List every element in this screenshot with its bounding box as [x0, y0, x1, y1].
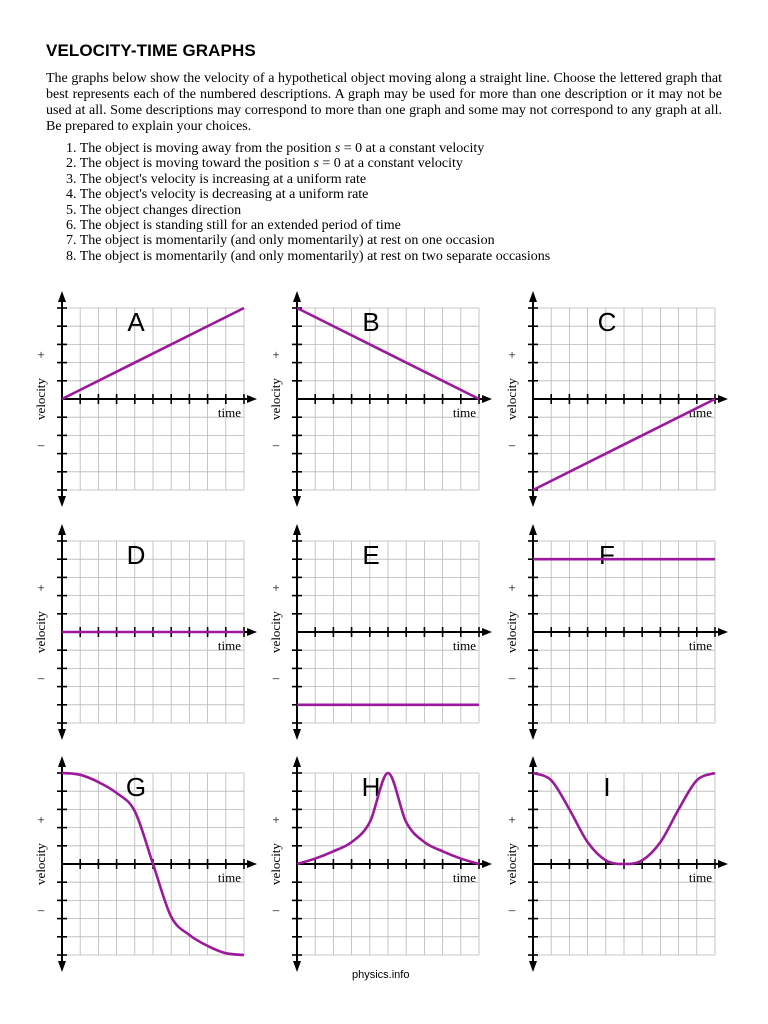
footer-credit: physics.info: [352, 969, 410, 981]
plus-sign: +: [272, 347, 280, 362]
y-axis-arrow-up: [58, 524, 66, 535]
x-axis-label: time: [688, 405, 712, 420]
x-axis-arrow: [718, 860, 728, 868]
y-axis-arrow-up: [293, 291, 301, 302]
description-pre: The object's velocity is decreasing at a uniform rate: [79, 187, 369, 203]
description-num: 6.: [66, 218, 80, 234]
graph-letter: I: [603, 772, 611, 802]
y-axis-label: velocity: [33, 378, 48, 420]
graph-letter: H: [361, 772, 381, 802]
plus-sign: +: [37, 347, 45, 362]
y-axis-arrow-up: [293, 524, 301, 535]
y-axis-label: velocity: [504, 611, 519, 653]
graph-letter: A: [127, 307, 145, 337]
minus-sign: –: [37, 902, 45, 917]
description-num: 1.: [66, 141, 80, 156]
description-num: 3.: [66, 171, 80, 187]
description-num: 2.: [66, 156, 80, 172]
plus-sign: +: [272, 580, 280, 595]
x-axis-arrow: [718, 628, 728, 636]
y-axis-arrow-down: [293, 961, 301, 972]
minus-sign: –: [508, 670, 516, 685]
description-post: = 0 at a constant velocity: [318, 156, 463, 172]
graph-letter: B: [362, 307, 380, 337]
graph-f: [504, 524, 728, 740]
graph-letter: F: [599, 540, 615, 570]
x-axis-label: time: [452, 638, 476, 653]
graph-letter: G: [125, 772, 147, 802]
x-axis-arrow: [718, 395, 728, 403]
x-axis-label: time: [217, 870, 241, 885]
x-axis-arrow: [482, 628, 492, 636]
plus-sign: +: [508, 812, 516, 827]
y-axis-arrow-up: [529, 524, 537, 535]
y-axis-label: velocity: [33, 611, 48, 653]
y-axis-arrow-down: [58, 961, 66, 972]
y-axis-arrow-up: [529, 291, 537, 302]
page-title: VELOCITY-TIME GRAPHS: [46, 41, 256, 60]
plus-sign: +: [508, 580, 516, 595]
x-axis-arrow: [247, 395, 257, 403]
plus-sign: +: [508, 347, 516, 362]
y-axis-label: velocity: [268, 378, 283, 420]
description-pre: The object is momentarily (and only momentarily) at rest on two separate occasions: [79, 248, 551, 264]
description-num: 4.: [66, 187, 80, 203]
description-variable: s: [313, 156, 319, 172]
minus-sign: –: [508, 902, 516, 917]
y-axis-arrow-down: [529, 961, 537, 972]
description-pre: The object is moving away from the position: [79, 141, 335, 156]
graph-g: [33, 756, 257, 972]
y-axis-label: velocity: [268, 611, 283, 653]
y-axis-label: velocity: [33, 843, 48, 885]
description-num: 7.: [66, 233, 80, 249]
y-axis-arrow-up: [58, 291, 66, 302]
description-pre: The object's velocity is increasing at a uniform rate: [79, 171, 367, 187]
graph-letter: C: [597, 307, 617, 337]
y-axis-label: velocity: [504, 843, 519, 885]
description-num: 5.: [66, 202, 80, 218]
minus-sign: –: [37, 670, 45, 685]
graph-d: [33, 524, 257, 740]
graph-letter: D: [126, 540, 146, 570]
minus-sign: –: [272, 437, 280, 452]
description-pre: The object is momentarily (and only momentarily) at rest on one occasion: [79, 233, 495, 249]
graph-letter: E: [362, 540, 380, 570]
y-axis-arrow-down: [293, 729, 301, 740]
description-variable: s: [334, 141, 341, 156]
y-axis-arrow-down: [58, 729, 66, 740]
description-post: = 0 at a constant velocity: [340, 141, 485, 156]
intro-paragraph: The graphs below show the velocity of a hypothetical object moving along a straight line. Choose the lettered graph that best represents each of the numbered descriptions. A graph may be used for more than one description or it may not be used at all. Some descriptions may correspond to more than one graph and some may not correspond to any graph at all. Be prepared to explain your choices.: [46, 71, 722, 134]
description-pre: The object changes direction: [79, 202, 242, 218]
plus-sign: +: [37, 812, 45, 827]
description-pre: The object is moving toward the position: [79, 156, 314, 172]
graph-c: [504, 291, 728, 507]
minus-sign: –: [508, 437, 516, 452]
graph-i: [504, 756, 728, 972]
x-axis-label: time: [217, 405, 241, 420]
x-axis-label: time: [217, 638, 241, 653]
plus-sign: +: [37, 580, 45, 595]
x-axis-label: time: [452, 870, 476, 885]
y-axis-arrow-up: [293, 756, 301, 767]
description-pre: The object is standing still for an extended period of time: [79, 218, 401, 234]
y-axis-arrow-down: [529, 729, 537, 740]
graph-h: [268, 756, 492, 972]
x-axis-arrow: [482, 395, 492, 403]
y-axis-label: velocity: [268, 843, 283, 885]
minus-sign: –: [272, 902, 280, 917]
graph-e: [268, 524, 492, 740]
minus-sign: –: [37, 437, 45, 452]
y-axis-arrow-down: [58, 496, 66, 507]
minus-sign: –: [272, 670, 280, 685]
plus-sign: +: [272, 812, 280, 827]
y-axis-arrow-up: [58, 756, 66, 767]
graph-a: [33, 291, 257, 507]
x-axis-label: time: [688, 638, 712, 653]
y-axis-arrow-down: [529, 496, 537, 507]
x-axis-label: time: [452, 405, 476, 420]
x-axis-arrow: [247, 860, 257, 868]
graph-b: [268, 291, 492, 507]
x-axis-arrow: [247, 628, 257, 636]
description-num: 8.: [66, 248, 80, 264]
y-axis-arrow-down: [293, 496, 301, 507]
x-axis-label: time: [688, 870, 712, 885]
x-axis-arrow: [482, 860, 492, 868]
y-axis-arrow-up: [529, 756, 537, 767]
y-axis-label: velocity: [504, 378, 519, 420]
